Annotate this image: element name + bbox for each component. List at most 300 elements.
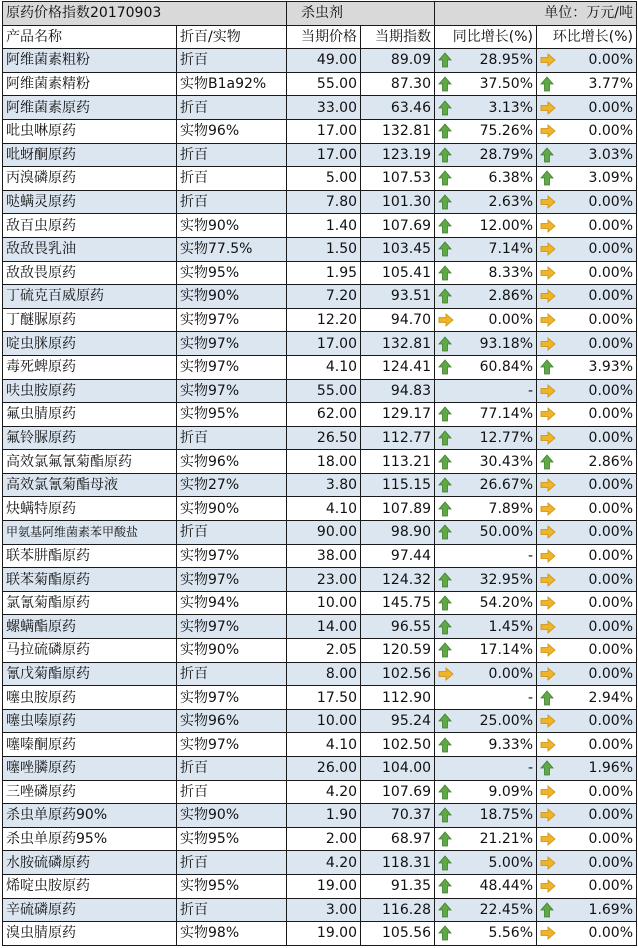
- yoy-change-value: 9.09%: [488, 783, 534, 800]
- yoy-change-cell: [435, 922, 537, 946]
- yoy-change-cell: [435, 450, 537, 474]
- product-basis: 折百: [177, 780, 287, 804]
- current-index: 124.32: [361, 568, 435, 592]
- current-price: 1.40: [287, 214, 361, 238]
- mom-change-cell: [537, 686, 637, 710]
- product-basis: 折百: [177, 426, 287, 450]
- yoy-change-cell: [435, 143, 537, 167]
- column-header-mom: 环比增长(%): [537, 25, 637, 49]
- product-name: 甲氨基阿维菌素苯甲酸盐: [3, 521, 177, 545]
- table-row: [3, 709, 637, 733]
- yoy-change-cell: [435, 96, 537, 120]
- yoy-change-cell: [435, 544, 537, 568]
- mom-change-cell: [537, 332, 637, 356]
- mom-change-value: 0.00%: [588, 854, 634, 871]
- product-basis: 折百: [177, 49, 287, 73]
- current-price: 3.80: [287, 473, 361, 497]
- product-name: 三唑磷原药: [3, 780, 177, 804]
- yellow-right-arrow-icon: [540, 783, 556, 801]
- yoy-change-cell: [435, 662, 537, 686]
- current-index: 93.51: [361, 285, 435, 309]
- product-basis: 实物90%: [177, 285, 287, 309]
- product-name: 噻虫胺原药: [3, 686, 177, 710]
- green-up-arrow-icon: [438, 122, 454, 140]
- mom-change-cell: [537, 733, 637, 757]
- mom-change-value: 0.00%: [588, 406, 634, 423]
- table-row: [3, 285, 637, 309]
- yellow-right-arrow-icon: [540, 523, 556, 541]
- table-row: [3, 780, 637, 804]
- product-name: 杀虫单原药95%: [3, 827, 177, 851]
- product-basis: 实物B1a92%: [177, 72, 287, 96]
- product-name: 杀虫单原药90%: [3, 804, 177, 828]
- current-price: 14.00: [287, 615, 361, 639]
- product-name: 阿维菌素原药: [3, 96, 177, 120]
- current-index: 70.37: [361, 804, 435, 828]
- product-name: 呋虫胺原药: [3, 379, 177, 403]
- yoy-change-cell: [435, 827, 537, 851]
- product-name: 噻嗪酮原药: [3, 733, 177, 757]
- product-name: 高效氯氟氰菊酯原药: [3, 450, 177, 474]
- mom-change-cell: [537, 308, 637, 332]
- mom-change-cell: [537, 96, 637, 120]
- current-index: 103.45: [361, 237, 435, 261]
- table-row: [3, 355, 637, 379]
- green-up-arrow-icon: [438, 405, 454, 423]
- current-index: 115.15: [361, 473, 435, 497]
- product-name: 马拉硫磷原药: [3, 639, 177, 663]
- table-row: [3, 757, 637, 781]
- current-index: 89.09: [361, 49, 435, 73]
- product-basis: 折百: [177, 898, 287, 922]
- yoy-change-value: 2.63%: [488, 194, 534, 211]
- current-index: 118.31: [361, 851, 435, 875]
- mom-change-value: 0.00%: [588, 642, 634, 659]
- table-row: [3, 804, 637, 828]
- yoy-change-value: 28.95%: [479, 52, 534, 69]
- product-name: 氟虫腈原药: [3, 403, 177, 427]
- yellow-right-arrow-icon: [540, 193, 556, 211]
- green-up-arrow-icon: [438, 901, 454, 919]
- green-up-arrow-icon: [438, 618, 454, 636]
- current-index: 116.28: [361, 898, 435, 922]
- yellow-right-arrow-icon: [540, 240, 556, 258]
- yoy-change-value: 8.33%: [488, 264, 534, 281]
- current-price: 26.00: [287, 757, 361, 781]
- table-row: [3, 639, 637, 663]
- product-name: 敌敌畏原药: [3, 261, 177, 285]
- yoy-change-value: 25.00%: [479, 713, 534, 730]
- mom-change-value: 0.00%: [588, 194, 634, 211]
- yoy-change-value: 3.13%: [488, 99, 534, 116]
- green-up-arrow-icon: [438, 877, 454, 895]
- mom-change-cell: [537, 827, 637, 851]
- empty-arrow-slot: [438, 547, 454, 565]
- green-up-arrow-icon: [438, 453, 454, 471]
- product-name: 水胺硫磷原药: [3, 851, 177, 875]
- current-price: 10.00: [287, 591, 361, 615]
- table-row: [3, 426, 637, 450]
- green-up-arrow-icon: [438, 571, 454, 589]
- mom-change-cell: [537, 521, 637, 545]
- green-up-arrow-icon: [438, 476, 454, 494]
- mom-change-value: 0.00%: [588, 831, 634, 848]
- mom-change-value: 0.00%: [588, 878, 634, 895]
- product-basis: 实物95%: [177, 874, 287, 898]
- yellow-right-arrow-icon: [540, 712, 556, 730]
- yoy-change-value: 50.00%: [479, 524, 534, 541]
- mom-change-value: 0.00%: [588, 618, 634, 635]
- table-row: [3, 615, 637, 639]
- mom-change-cell: [537, 72, 637, 96]
- product-basis: 实物98%: [177, 922, 287, 946]
- yellow-right-arrow-icon: [540, 547, 556, 565]
- green-up-arrow-icon: [438, 51, 454, 69]
- current-index: 94.83: [361, 379, 435, 403]
- product-basis: 实物97%: [177, 733, 287, 757]
- green-up-arrow-icon: [540, 169, 556, 187]
- current-index: 105.41: [361, 261, 435, 285]
- product-basis: 实物95%: [177, 403, 287, 427]
- mom-change-cell: [537, 403, 637, 427]
- yoy-change-cell: [435, 898, 537, 922]
- product-name: 高效氯氰菊酯母液: [3, 473, 177, 497]
- yellow-right-arrow-icon: [540, 594, 556, 612]
- current-price: 55.00: [287, 379, 361, 403]
- green-up-arrow-icon: [438, 169, 454, 187]
- yoy-change-value: 54.20%: [479, 595, 534, 612]
- current-index: 113.21: [361, 450, 435, 474]
- current-price: 17.00: [287, 143, 361, 167]
- product-name: 辛硫磷原药: [3, 898, 177, 922]
- yoy-change-cell: [435, 733, 537, 757]
- yoy-change-cell: [435, 72, 537, 96]
- yellow-right-arrow-icon: [540, 924, 556, 942]
- current-price: 8.00: [287, 662, 361, 686]
- product-basis: 实物90%: [177, 639, 287, 663]
- product-basis: 实物90%: [177, 804, 287, 828]
- yellow-right-arrow-icon: [540, 382, 556, 400]
- mom-change-value: 0.00%: [588, 217, 634, 234]
- product-basis: 实物97%: [177, 355, 287, 379]
- mom-change-value: 0.00%: [588, 524, 634, 541]
- product-name: 阿维菌素粗粉: [3, 49, 177, 73]
- yoy-change-cell: [435, 568, 537, 592]
- table-row: [3, 214, 637, 238]
- current-index: 98.90: [361, 521, 435, 545]
- current-index: 120.59: [361, 639, 435, 663]
- green-up-arrow-icon: [438, 240, 454, 258]
- mom-change-value: 0.00%: [588, 783, 634, 800]
- table-row: [3, 898, 637, 922]
- green-up-arrow-icon: [540, 146, 556, 164]
- green-up-arrow-icon: [540, 75, 556, 93]
- product-basis: 实物94%: [177, 591, 287, 615]
- green-up-arrow-icon: [438, 99, 454, 117]
- price-index-table: [2, 1, 637, 946]
- yellow-right-arrow-icon: [438, 665, 454, 683]
- current-price: 26.50: [287, 426, 361, 450]
- mom-change-cell: [537, 568, 637, 592]
- current-price: 17.00: [287, 332, 361, 356]
- mom-change-value: 0.00%: [588, 312, 634, 329]
- mom-change-value: 0.00%: [588, 99, 634, 116]
- green-up-arrow-icon: [540, 453, 556, 471]
- current-index: 94.70: [361, 308, 435, 332]
- mom-change-cell: [537, 639, 637, 663]
- mom-change-cell: [537, 709, 637, 733]
- green-up-arrow-icon: [438, 146, 454, 164]
- yellow-right-arrow-icon: [540, 405, 556, 423]
- yoy-change-value: 37.50%: [479, 76, 534, 93]
- column-header-name: 产品名称: [3, 25, 177, 49]
- current-index: 107.69: [361, 780, 435, 804]
- yoy-change-value: 0.00%: [488, 312, 534, 329]
- green-up-arrow-icon: [438, 594, 454, 612]
- current-price: 23.00: [287, 568, 361, 592]
- empty-arrow-slot: [438, 382, 454, 400]
- current-price: 18.00: [287, 450, 361, 474]
- product-name: 螺螨酯原药: [3, 615, 177, 639]
- table-row: [3, 686, 637, 710]
- table-row: [3, 237, 637, 261]
- product-basis: 实物90%: [177, 497, 287, 521]
- mom-change-cell: [537, 497, 637, 521]
- mom-change-cell: [537, 119, 637, 143]
- yoy-change-value: 21.21%: [479, 831, 534, 848]
- yellow-right-arrow-icon: [540, 51, 556, 69]
- mom-change-value: 1.96%: [588, 760, 634, 777]
- current-price: 62.00: [287, 403, 361, 427]
- product-name: 烯啶虫胺原药: [3, 874, 177, 898]
- current-index: 132.81: [361, 119, 435, 143]
- column-header-index: 当期指数: [361, 25, 435, 49]
- current-price: 2.00: [287, 827, 361, 851]
- yoy-change-value: 12.77%: [479, 429, 534, 446]
- mom-change-value: 0.00%: [588, 429, 634, 446]
- mom-change-value: 0.00%: [588, 52, 634, 69]
- product-basis: 实物90%: [177, 214, 287, 238]
- current-price: 19.00: [287, 874, 361, 898]
- current-index: 105.56: [361, 922, 435, 946]
- yoy-change-value: 75.26%: [479, 123, 534, 140]
- current-index: 132.81: [361, 332, 435, 356]
- mom-change-cell: [537, 473, 637, 497]
- category-label: 杀虫剂: [287, 2, 435, 26]
- mom-change-value: 0.00%: [588, 547, 634, 564]
- yellow-right-arrow-icon: [540, 641, 556, 659]
- mom-change-value: 0.00%: [588, 736, 634, 753]
- yoy-change-cell: [435, 379, 537, 403]
- table-row: [3, 96, 637, 120]
- current-index: 145.75: [361, 591, 435, 615]
- mom-change-cell: [537, 355, 637, 379]
- product-basis: 实物97%: [177, 379, 287, 403]
- mom-change-cell: [537, 49, 637, 73]
- current-index: 95.24: [361, 709, 435, 733]
- mom-change-value: 2.94%: [588, 689, 634, 706]
- mom-change-value: 0.00%: [588, 123, 634, 140]
- yoy-change-value: 93.18%: [479, 335, 534, 352]
- table-row: [3, 119, 637, 143]
- yellow-right-arrow-icon: [540, 618, 556, 636]
- mom-change-cell: [537, 851, 637, 875]
- yoy-change-cell: [435, 426, 537, 450]
- yellow-right-arrow-icon: [540, 877, 556, 895]
- yellow-right-arrow-icon: [540, 429, 556, 447]
- current-index: 68.97: [361, 827, 435, 851]
- yellow-right-arrow-icon: [540, 264, 556, 282]
- product-basis: 实物95%: [177, 827, 287, 851]
- current-index: 107.69: [361, 214, 435, 238]
- product-basis: 实物96%: [177, 709, 287, 733]
- yoy-change-value: 32.95%: [479, 571, 534, 588]
- product-basis: 实物97%: [177, 615, 287, 639]
- table-row: [3, 922, 637, 946]
- product-basis: 实物77.5%: [177, 237, 287, 261]
- table-body: [3, 49, 637, 946]
- table-row: [3, 261, 637, 285]
- green-up-arrow-icon: [438, 783, 454, 801]
- empty-arrow-slot: [438, 759, 454, 777]
- yoy-change-cell: [435, 615, 537, 639]
- green-up-arrow-icon: [438, 523, 454, 541]
- table-row: [3, 473, 637, 497]
- mom-change-cell: [537, 544, 637, 568]
- current-index: 101.30: [361, 190, 435, 214]
- current-price: 2.05: [287, 639, 361, 663]
- unit-label: 单位：万元/吨: [435, 2, 637, 26]
- mom-change-value: 0.00%: [588, 477, 634, 494]
- product-basis: 实物97%: [177, 544, 287, 568]
- product-basis: 折百: [177, 96, 287, 120]
- yoy-change-cell: [435, 190, 537, 214]
- yoy-change-value: -: [527, 547, 534, 564]
- yoy-change-cell: [435, 780, 537, 804]
- yoy-change-cell: [435, 686, 537, 710]
- product-name: 丁醚脲原药: [3, 308, 177, 332]
- mom-change-value: 0.00%: [588, 335, 634, 352]
- yoy-change-value: 30.43%: [479, 453, 534, 470]
- yoy-change-value: 6.38%: [488, 170, 534, 187]
- mom-change-value: 3.93%: [588, 359, 634, 376]
- current-price: 55.00: [287, 72, 361, 96]
- yellow-right-arrow-icon: [540, 99, 556, 117]
- product-name: 炔螨特原药: [3, 497, 177, 521]
- mom-change-value: 2.86%: [588, 453, 634, 470]
- yoy-change-cell: [435, 308, 537, 332]
- table-row: [3, 851, 637, 875]
- mom-change-value: 3.03%: [588, 146, 634, 163]
- column-header-basis: 折百/实物: [177, 25, 287, 49]
- table-row: [3, 521, 637, 545]
- yoy-change-value: 17.14%: [479, 642, 534, 659]
- current-index: 107.89: [361, 497, 435, 521]
- yoy-change-cell: [435, 355, 537, 379]
- green-up-arrow-icon: [438, 924, 454, 942]
- mom-change-cell: [537, 450, 637, 474]
- green-up-arrow-icon: [438, 641, 454, 659]
- mom-change-cell: [537, 167, 637, 191]
- green-up-arrow-icon: [438, 500, 454, 518]
- product-name: 氯氰菊酯原药: [3, 591, 177, 615]
- table-row: [3, 733, 637, 757]
- mom-change-value: 0.00%: [588, 595, 634, 612]
- green-up-arrow-icon: [438, 854, 454, 872]
- mom-change-cell: [537, 214, 637, 238]
- product-name: 敌敌畏乳油: [3, 237, 177, 261]
- product-name: 联苯菊酯原药: [3, 568, 177, 592]
- yoy-change-cell: [435, 285, 537, 309]
- product-name: 啶虫脒原药: [3, 332, 177, 356]
- yoy-change-cell: [435, 332, 537, 356]
- yellow-right-arrow-icon: [540, 830, 556, 848]
- table-row: [3, 544, 637, 568]
- table-row: [3, 167, 637, 191]
- table-row: [3, 874, 637, 898]
- current-index: 104.00: [361, 757, 435, 781]
- green-up-arrow-icon: [540, 358, 556, 376]
- mom-change-value: 0.00%: [588, 382, 634, 399]
- table-row: [3, 662, 637, 686]
- product-name: 溴虫腈原药: [3, 922, 177, 946]
- product-basis: 实物95%: [177, 261, 287, 285]
- current-price: 1.95: [287, 261, 361, 285]
- table-row: [3, 190, 637, 214]
- yoy-change-cell: [435, 237, 537, 261]
- current-price: 7.80: [287, 190, 361, 214]
- yoy-change-cell: [435, 804, 537, 828]
- yoy-change-value: 26.67%: [479, 477, 534, 494]
- mom-change-value: 0.00%: [588, 807, 634, 824]
- product-basis: 实物97%: [177, 686, 287, 710]
- yoy-change-cell: [435, 214, 537, 238]
- yellow-right-arrow-icon: [540, 335, 556, 353]
- product-basis: 实物97%: [177, 568, 287, 592]
- current-index: 112.77: [361, 426, 435, 450]
- yoy-change-value: -: [527, 382, 534, 399]
- yellow-right-arrow-icon: [540, 311, 556, 329]
- yoy-change-value: 1.45%: [488, 618, 534, 635]
- product-name: 敌百虫原药: [3, 214, 177, 238]
- mom-change-cell: [537, 261, 637, 285]
- current-index: 124.41: [361, 355, 435, 379]
- product-basis: 折百: [177, 851, 287, 875]
- green-up-arrow-icon: [438, 193, 454, 211]
- current-price: 49.00: [287, 49, 361, 73]
- current-index: 87.30: [361, 72, 435, 96]
- product-name: 哒螨灵原药: [3, 190, 177, 214]
- mom-change-cell: [537, 379, 637, 403]
- yoy-change-cell: [435, 874, 537, 898]
- green-up-arrow-icon: [540, 901, 556, 919]
- yoy-change-value: 22.45%: [479, 901, 534, 918]
- product-name: 吡虫啉原药: [3, 119, 177, 143]
- current-price: 33.00: [287, 96, 361, 120]
- yoy-change-cell: [435, 521, 537, 545]
- yoy-change-cell: [435, 639, 537, 663]
- mom-change-cell: [537, 143, 637, 167]
- product-name: 联苯肼酯原药: [3, 544, 177, 568]
- yellow-right-arrow-icon: [540, 476, 556, 494]
- mom-change-cell: [537, 615, 637, 639]
- table-row: [3, 308, 637, 332]
- mom-change-cell: [537, 190, 637, 214]
- mom-change-value: 0.00%: [588, 500, 634, 517]
- yoy-change-cell: [435, 709, 537, 733]
- mom-change-value: 0.00%: [588, 665, 634, 682]
- yellow-right-arrow-icon: [438, 311, 454, 329]
